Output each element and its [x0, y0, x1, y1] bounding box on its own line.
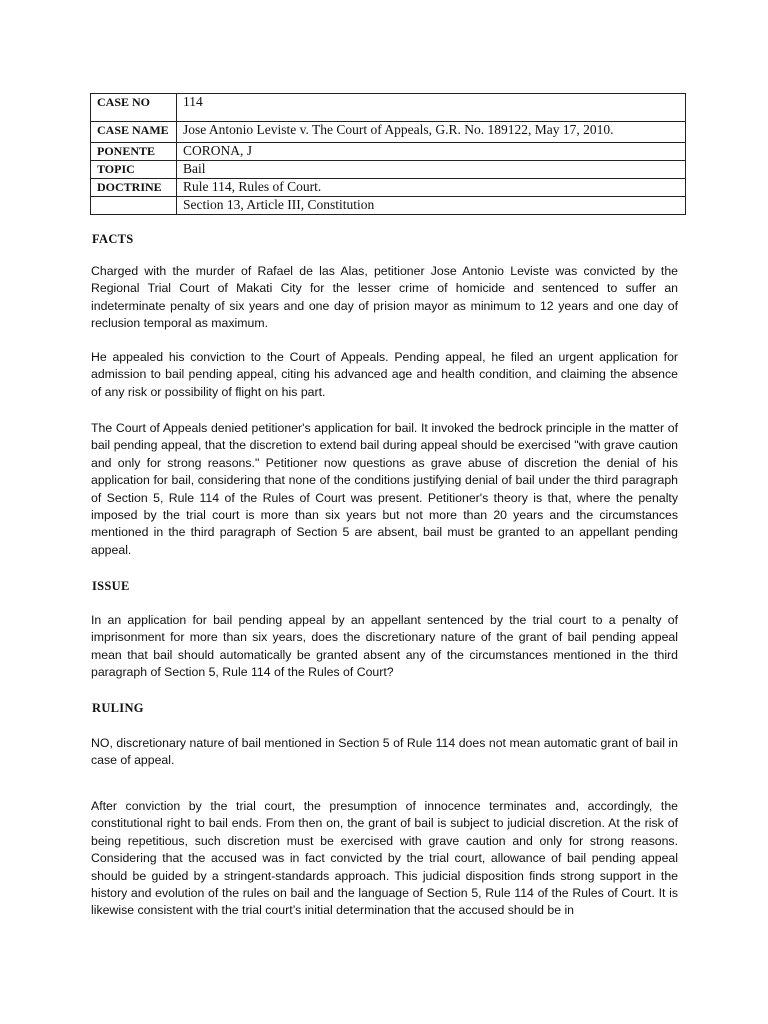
issue-heading: ISSUE: [92, 579, 130, 593]
table-label-case-name: CASE NAME: [91, 122, 177, 143]
table-value-doctrine: Rule 114, Rules of Court.: [177, 179, 686, 197]
table-label-case-no: CASE NO: [91, 94, 177, 122]
table-value-ponente: CORONA, J: [177, 143, 686, 161]
issue-paragraph-1: In an application for bail pending appeal by an appellant sentenced by the trial court to a penalty of imprisonment for more than six years, does the discretionary nature of the grant of bail pending appeal mean that bail should automatically be granted absent any of the circumstances mentioned in the third paragraph of Section 5, Rule 114 of the Rules of Court?: [91, 613, 678, 680]
ruling-heading: RULING: [92, 701, 144, 715]
table-value-case-no: 114: [177, 94, 686, 122]
table-row: [91, 179, 686, 197]
table-value-case-name: Jose Antonio Leviste v. The Court of Appeals, G.R. No. 189122, May 17, 2010.: [177, 122, 686, 143]
table-label-topic: TOPIC: [91, 161, 177, 179]
table-value-topic: Bail: [177, 161, 686, 179]
table-row: [91, 161, 686, 179]
table-label-empty: [91, 197, 177, 215]
table-value-constitution: Section 13, Article III, Constitution: [177, 197, 686, 215]
table-label-ponente: PONENTE: [91, 143, 177, 161]
facts-paragraph-2: He appealed his conviction to the Court of Appeals. Pending appeal, he filed an urgent application for admission to bail pending appeal, citing his advanced age and health condition, and claiming the absence of any risk or possibility of flight on his part.: [91, 350, 678, 399]
table-row: [91, 94, 686, 122]
table-row: [91, 122, 686, 143]
table-row: [91, 143, 686, 161]
ruling-paragraph-2: After conviction by the trial court, the presumption of innocence terminates and, accordingly, the constitutional right to bail ends. From then on, the grant of bail is subject to judicial discretion. At the risk of being repetitious, such discretion must be exercised with grave caution and only for strong reasons. Considering that the accused was in fact convicted by the trial court, allowance of bail pending appeal should be guided by a stringent-standards approach. This judicial disposition finds strong support in the history and evolution of the rules on bail and the language of Section 5, Rule 114 of the Rules of Court. It is likewise consistent with the trial court’s initial determination that the accused should be in: [91, 799, 678, 918]
facts-paragraph-1: Charged with the murder of Rafael de las Alas, petitioner Jose Antonio Leviste was convicted by the Regional Trial Court of Makati City for the lesser crime of homicide and sentenced to suffer an indeterminate penalty of six years and one day of prision mayor as minimum to 12 years and one day of reclusion temporal as maximum.: [91, 264, 678, 331]
ruling-paragraph-1: NO, discretionary nature of bail mentioned in Section 5 of Rule 114 does not mean automatic grant of bail in case of appeal.: [91, 736, 678, 768]
case-info-table: [90, 93, 686, 215]
facts-heading: FACTS: [92, 232, 134, 246]
facts-paragraph-3: The Court of Appeals denied petitioner's application for bail. It invoked the bedrock principle in the matter of bail pending appeal, that the discretion to extend bail during appeal should be exercised "with grave caution and only for strong reasons." Petitioner now questions as grave abuse of discretion the denial of his application for bail, considering that none of the conditions justifying denial of bail under the third paragraph of Section 5, Rule 114 of the Rules of Court was present. Petitioner's theory is that, where the penalty imposed by the trial court is more than six years but not more than 20 years and the circumstances mentioned in the third paragraph of Section 5 are absent, bail must be granted to an appellant pending appeal.: [91, 421, 678, 557]
table-label-doctrine: DOCTRINE: [91, 179, 177, 197]
table-row: [91, 197, 686, 215]
